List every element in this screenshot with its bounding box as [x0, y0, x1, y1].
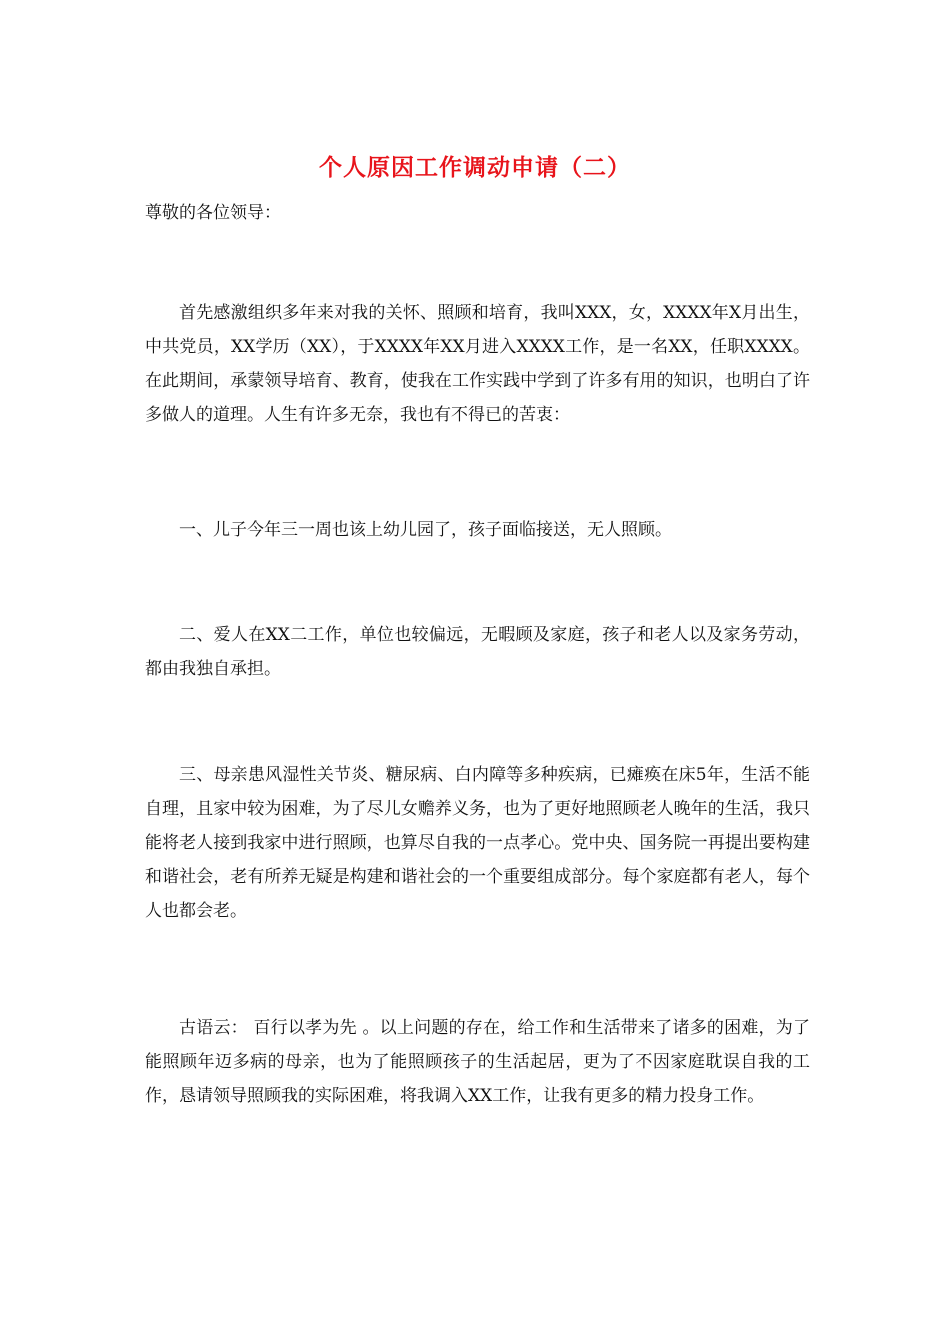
paragraph-reason-two: 二、爱人在XX二工作，单位也较偏远，无暇顾及家庭，孩子和老人以及家务劳动，都由我独自承担。: [145, 625, 810, 679]
paragraph-reason-one: 一、儿子今年三一周也该上幼儿园了，孩子面临接送，无人照顾。: [179, 520, 672, 540]
document-title: 个人原因工作调动申请（二）: [319, 154, 631, 181]
salutation: 尊敬的各位领导：: [145, 203, 281, 223]
paragraph-request: 古语云： 百行以孝为先 。以上问题的存在，给工作和生活带来了诸多的困难，为了能照顾年迈多病的母亲，也为了能照顾孩子的生活起居，更为了不因家庭耽误自我的工作，恳请领导照顾我的实际困难，将我调入XX工作，让我有更多的精力投身工作。: [145, 1018, 810, 1106]
paragraph-introduction: 首先感激组织多年来对我的关怀、照顾和培育，我叫XXX，女，XXXX年X月出生，中共党员，XX学历（XX），于XXXX年XX月进入XXXX工作，是一名XX，任职XXXX。在此期间，承蒙领导培育、教育，使我在工作实践中学到了许多有用的知识，也明白了许多做人的道理。人生有许多无奈，我也有不得已的苦衷：: [145, 303, 810, 425]
paragraph-reason-three: 三、母亲患风湿性关节炎、糖尿病、白内障等多种疾病，已瘫痪在床5年，生活不能自理，且家中较为困难，为了尽儿女赡养义务，也为了更好地照顾老人晚年的生活，我只能将老人接到我家中进行照顾，也算尽自我的一点孝心。党中央、国务院一再提出要构建和谐社会，老有所养无疑是构建和谐社会的一个重要组成部分。每个家庭都有老人，每个人也都会老。: [145, 765, 810, 921]
